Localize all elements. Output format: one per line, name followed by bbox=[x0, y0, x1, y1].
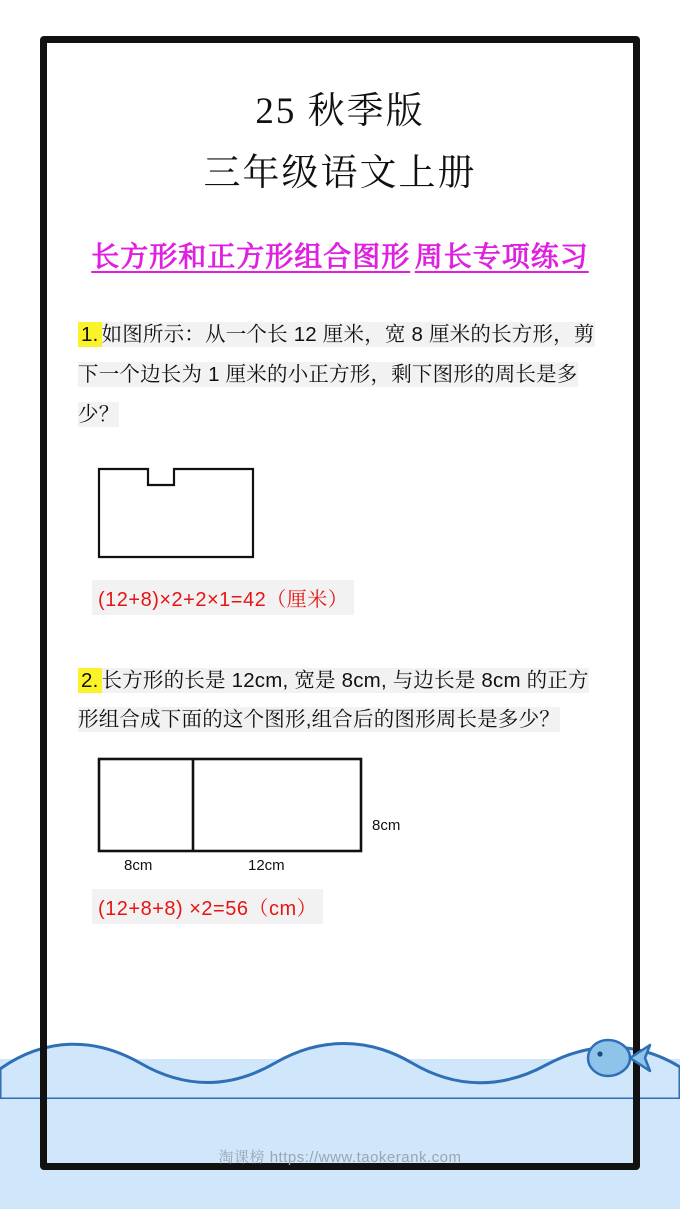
question-2-answer: (12+8+8) ×2=56（cm） bbox=[92, 889, 323, 924]
subtitle-line2: 周长专项练习 bbox=[414, 241, 589, 272]
subtitle-block bbox=[78, 223, 602, 281]
question-1-answer: (12+8)×2+2×1=42（厘米） bbox=[92, 580, 354, 615]
rectangle-with-notch-shape bbox=[96, 451, 256, 561]
question-1-text: 如图所示：从一个长 12 厘米，宽 8 厘米的长方形，剪下一个边长为 1 厘米的小正方形，剩下图形的周长是多少？ bbox=[78, 322, 595, 426]
square-plus-rectangle-shape bbox=[96, 754, 416, 874]
question-2-figure bbox=[96, 754, 602, 879]
watermark: 淘课榜 https://www.taokerank.com bbox=[218, 1149, 462, 1166]
question-2 bbox=[78, 661, 602, 741]
figure2-label-rectangle-width: 12cm bbox=[248, 857, 285, 875]
question-2-number: 2. bbox=[78, 668, 102, 693]
figure2-label-right-height: 8cm bbox=[372, 817, 401, 835]
subtitle-line1: 长方形和正方形组合图形 bbox=[91, 241, 411, 272]
worksheet-content bbox=[56, 50, 624, 1150]
page-title-line1: 25 秋季版 bbox=[255, 91, 425, 132]
question-1-number: 1. bbox=[78, 322, 102, 347]
fish-icon bbox=[584, 1035, 654, 1081]
question-2-text: 长方形的长是 12cm, 宽是 8cm, 与边长是 8cm 的正方形组合成下面的这个图形,组合后的图形周长是多少？ bbox=[78, 668, 589, 732]
question-1-figure bbox=[96, 451, 602, 566]
question-1 bbox=[78, 315, 602, 435]
page-title-line2: 三年级语文上册 bbox=[203, 152, 477, 194]
figure2-label-square-width: 8cm bbox=[124, 857, 153, 875]
